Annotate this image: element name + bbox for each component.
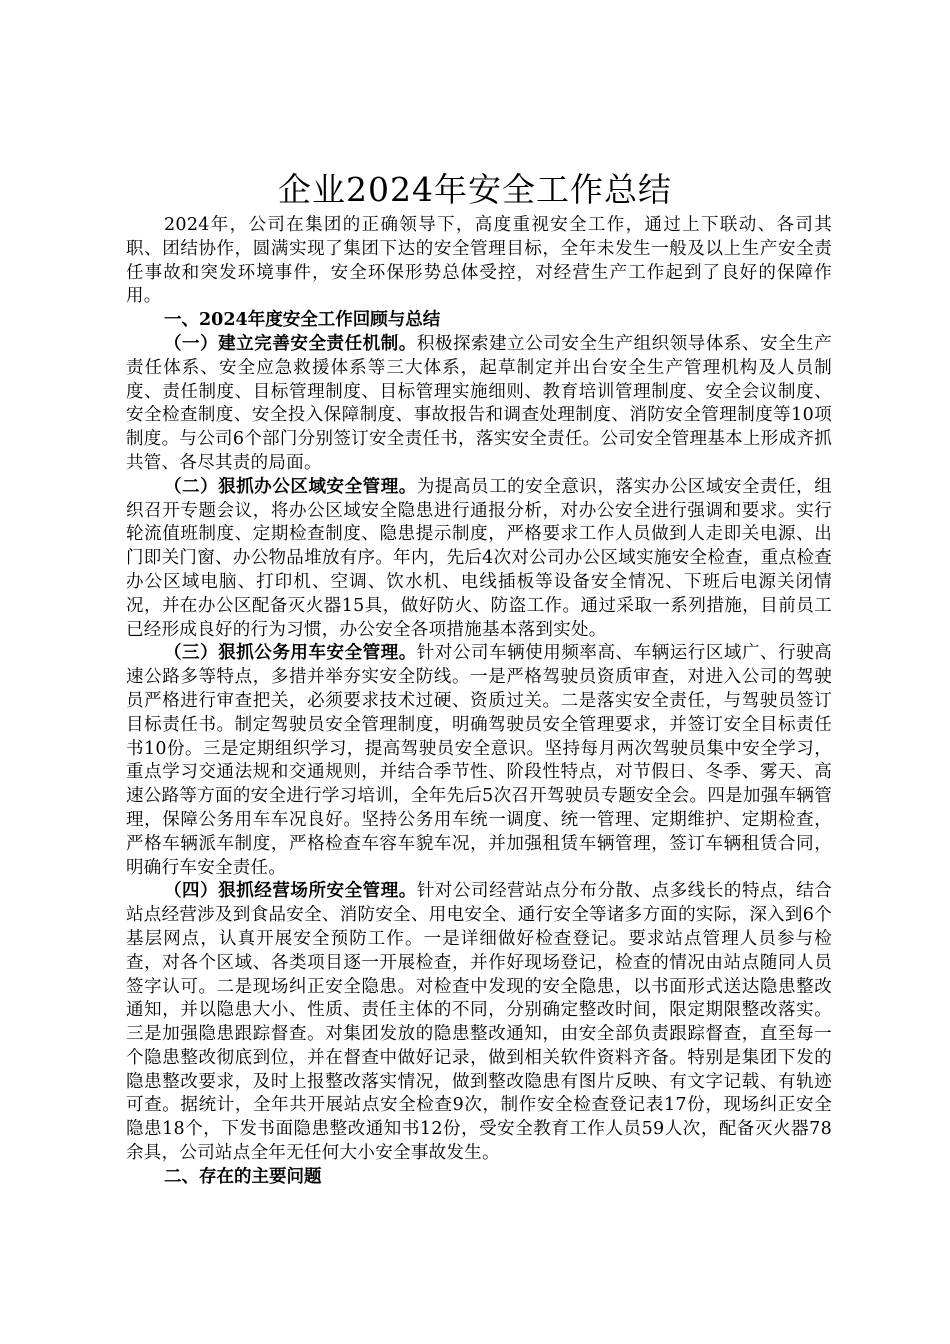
item-paragraph-sites: [126, 880, 832, 1166]
item-paragraph-vehicles: [126, 642, 832, 880]
section-heading-problems: 二、存在的主要问题: [164, 1166, 322, 1187]
document-body: [126, 214, 832, 1190]
item-body-office: 为提高员工的安全意识，落实办公区域安全责任，组织召开专题会议，将办公区域安全隐患进行通报分析，对办公安全进行强调和要求。实行轮流值班制度、定期检查制度、隐患提示制度，严格要求工作人员做到人走即关电源、出门即关门窗、办公物品堆放有序。年内，先后4次对公司办公区域实施安全检查，重点检查办公区域电脑、打印机、空调、饮水机、电线插板等设备安全情况、下班后电源关闭情况，并在办公区配备灭火器15具，做好防火、防盗工作。通过采取一系列措施，目前员工已经形成良好的行为习惯，办公安全各项措施基本落到实处。: [126, 476, 832, 640]
item-lead-vehicles: （三）狠抓公务用车安全管理。: [164, 643, 417, 664]
section-heading-review: 一、2024年度安全工作回顾与总结: [164, 310, 441, 331]
item-lead-sites: （四）狠抓经营场所安全管理。: [164, 881, 417, 902]
item-body-responsibility: 积极探索建立公司安全生产组织领导体系、安全生产责任体系、安全应急救援体系等三大体系，起草制定并出台安全生产管理机构及人员制度、责任制度、目标管理制度、目标管理实施细则、教育培训管理制度、安全会议制度、安全检查制度、安全投入保障制度、事故报告和调查处理制度、消防安全管理制度等10项制度。与公司6个部门分别签订安全责任书，落实安全责任。公司安全管理基本上形成齐抓共管、各尽其责的局面。: [126, 333, 832, 473]
document-title: 企业2024年安全工作总结: [278, 170, 672, 209]
item-paragraph-responsibility: [126, 333, 832, 476]
item-lead-office: （二）狠抓办公区域安全管理。: [164, 476, 417, 497]
item-lead-responsibility: （一）建立完善安全责任机制。: [164, 333, 417, 354]
intro-paragraph: 2024年，公司在集团的正确领导下，高度重视安全工作，通过上下联动、各司其职、团结协作，圆满实现了集团下达的安全管理目标，全年未发生一般及以上生产安全责任事故和突发环境事件，安全环保形势总体受控，对经营生产工作起到了良好的保障作用。: [126, 215, 832, 307]
item-paragraph-office: [126, 476, 832, 643]
item-body-sites: 针对公司经营站点分布分散、点多线长的特点，结合站点经营涉及到食品安全、消防安全、用电安全、通行安全等诸多方面的实际，深入到6个基层网点，认真开展安全预防工作。一是详细做好检查登记。要求站点管理人员参与检查，对各个区域、各类项目逐一开展检查，并作好现场登记，检查的情况由站点随同人员签字认可。二是现场纠正安全隐患。对检查中发现的安全隐患，以书面形式送达隐患整改通知，并以隐患大小、性质、责任主体的不同，分别确定整改时间，限定期限整改落实。三是加强隐患跟踪督查。对集团发放的隐患整改通知，由安全部负责跟踪督查，直至每一个隐患整改彻底到位，并在督查中做好记录，做到相关软件资料齐备。特别是集团下发的隐患整改要求，及时上报整改落实情况，做到整改隐患有图片反映、有文字记载、有轨迹可查。据统计，全年共开展站点安全检查9次，制作安全检查登记表17份，现场纠正安全隐患18个，下发书面隐患整改通知书12份，受安全教育工作人员59人次，配备灭火器78余具，公司站点全年无任何大小安全事故发生。: [126, 881, 832, 1164]
item-body-vehicles: 针对公司车辆使用频率高、车辆运行区域广、行驶高速公路多等特点，多措并举夯实安全防线。一是严格驾驶员资质审查，对进入公司的驾驶员严格进行审查把关，必须要求技术过硬、资质过关。二是落实安全责任，与驾驶员签订目标责任书。制定驾驶员安全管理制度，明确驾驶员安全管理要求，并签订安全目标责任书10份。三是定期组织学习，提高驾驶员安全意识。坚持每月两次驾驶员集中安全学习，重点学习交通法规和交通规则，并结合季节性、阶段性特点，对节假日、冬季、雾天、高速公路等方面的安全进行学习培训，全年先后5次召开驾驶员专题安全会。四是加强车辆管理，保障公务用车车况良好。坚持公务用车统一调度、统一管理、定期维护、定期检查，严格车辆派车制度，严格检查车容车貌车况，并加强租赁车辆管理，签订车辆租赁合同，明确行车安全责任。: [126, 643, 832, 878]
